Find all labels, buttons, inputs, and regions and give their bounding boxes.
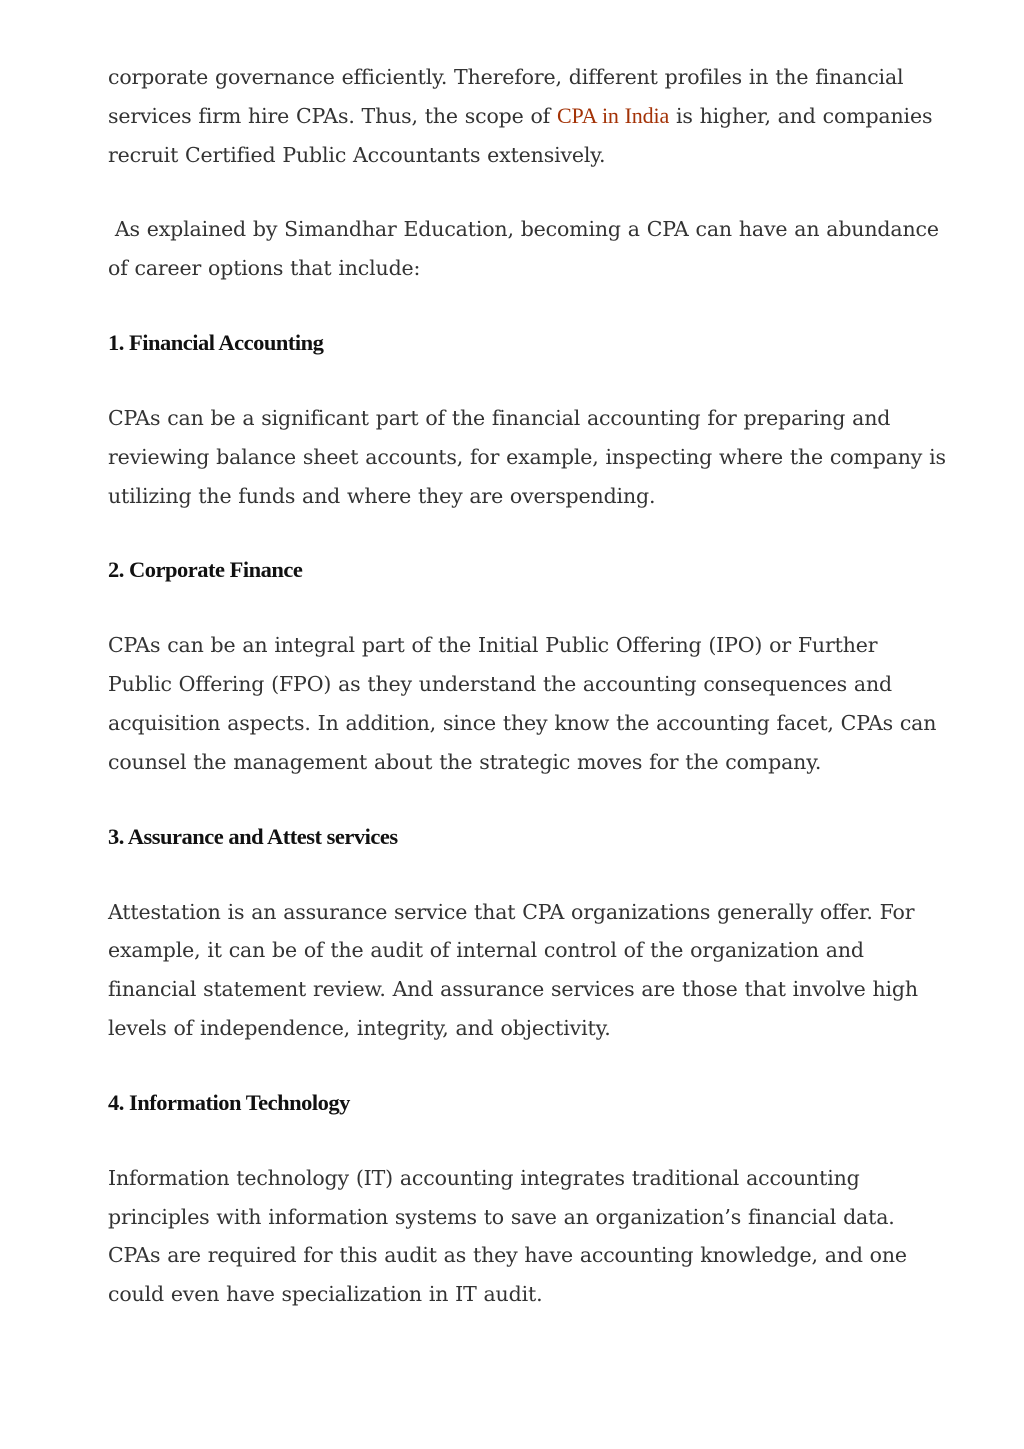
section-heading-financial-accounting: 1. Financial Accounting: [108, 329, 324, 355]
intro-paragraph: [108, 58, 948, 174]
section-body-assurance-attest: Attestation is an assurance service that CPA organizations generally offer. For example, it can be of the audit of internal control of the organization and financial statement review. And assurance services are those that involve high levels of independence, integrity, and objectivity.: [108, 899, 918, 1040]
section-heading-assurance-attest: 3. Assurance and Attest services: [108, 823, 398, 849]
lead-paragraph: As explained by Simandhar Education, becoming a CPA can have an abundance of career options that include:: [108, 217, 946, 281]
section-body-financial-accounting: CPAs can be a significant part of the financial accounting for preparing and reviewing balance sheet accounts, for example, inspecting where the company is utilizing the funds and where they are overspending.: [108, 405, 946, 508]
intro-text-before-link: corporate governance efficiently. Therefore, different profiles in the financial services firm hire CPAs. Thus, the scope of: [108, 65, 904, 128]
section-heading-information-technology: 4. Information Technology: [108, 1089, 350, 1115]
cpa-in-india-link[interactable]: CPA in India: [556, 102, 670, 128]
section-body-corporate-finance: CPAs can be an integral part of the Initial Public Offering (IPO) or Further Public Offering (FPO) as they understand the accounting consequences and acquisition aspects. In addition, since they know the accounting facet, CPAs can counsel the management about the strategic moves for the company.: [108, 633, 937, 774]
article-body: [108, 58, 948, 1314]
intro-text-after-link: is higher, and companies recruit Certified Public Accountants extensively.: [108, 103, 933, 167]
section-body-information-technology: Information technology (IT) accounting integrates traditional accounting principles with information systems to save an organization’s financial data. CPAs are required for this audit as they have accounting knowledge, and one could even have specialization in IT audit.: [108, 1165, 907, 1307]
section-heading-corporate-finance: 2. Corporate Finance: [108, 557, 303, 583]
